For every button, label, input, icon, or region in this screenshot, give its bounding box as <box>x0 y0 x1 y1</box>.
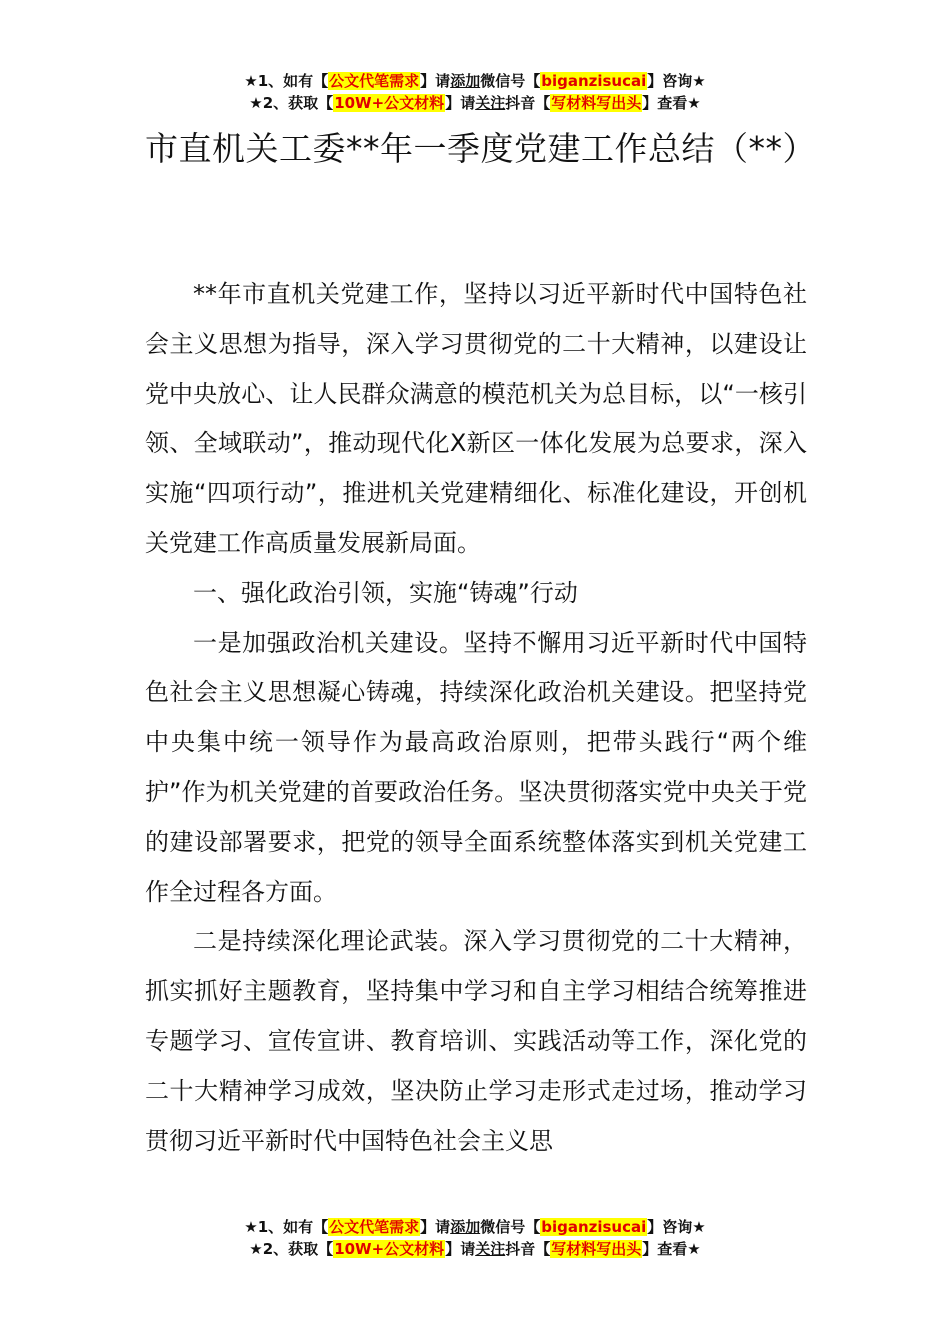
promo-text: 】咨询★ <box>647 1218 706 1236</box>
promo-text: 】请 <box>445 94 476 112</box>
promo-highlight: biganzisucai <box>541 1218 647 1236</box>
promo-text: 】请 <box>420 72 451 90</box>
promo-text: 抖音【 <box>505 1240 551 1258</box>
promo-highlight: 10W+公文材料 <box>334 94 445 112</box>
promo-text: 】查看★ <box>642 94 701 112</box>
promo-text: ★2、获取【 <box>249 94 334 112</box>
promo-text: 】查看★ <box>642 1240 701 1258</box>
promo-underline: 添加 <box>450 72 481 90</box>
document-title: 市直机关工委**年一季度党建工作总结（**） <box>145 129 816 168</box>
promo-text: 微信号【 <box>480 1218 541 1236</box>
promo-text: 微信号【 <box>480 72 541 90</box>
promo-text: 抖音【 <box>505 94 551 112</box>
promo-text: 】请 <box>420 1218 451 1236</box>
promo-text: ★2、获取【 <box>249 1240 334 1258</box>
promo-underline: 关注 <box>475 1240 506 1258</box>
promo-highlight: 公文代笔需求 <box>329 72 420 90</box>
promo-highlight: biganzisucai <box>541 72 647 90</box>
paragraph-intro: **年市直机关党建工作，坚持以习近平新时代中国特色社会主义思想为指导，深入学习贯彻党的二十大精神，以建设让党中央放心、让人民群众满意的模范机关为总目标，以“一核引领、全域联动”，推动现代化X新区一体化发展为总要求，深入实施“四项行动”，推进机关党建精细化、标准化建设，开创机关党建工作高质量发展新局面。 <box>145 280 807 557</box>
promo-text: ★1、如有【 <box>244 1218 329 1236</box>
paragraph-2: 二是持续深化理论武装。深入学习贯彻党的二十大精神，抓实抓好主题教育，坚持集中学习和自主学习相结合统筹推进专题学习、宣传宣讲、教育培训、实践活动等工作，深化党的二十大精神学习成效，坚决防止学习走形式走过场，推动学习贯彻习近平新时代中国特色社会主义思 <box>145 927 807 1155</box>
promo-banner-bottom <box>0 1216 950 1260</box>
promo-highlight: 写材料写出头 <box>551 94 642 112</box>
promo-highlight: 写材料写出头 <box>551 1240 642 1258</box>
promo-line-2 <box>0 1238 950 1260</box>
promo-line-1 <box>0 70 950 92</box>
paragraph-1: 一是加强政治机关建设。坚持不懈用习近平新时代中国特色社会主义思想凝心铸魂，持续深化政治机关建设。把坚持党中央集中统一领导作为最高政治原则，把带头践行“两个维护”作为机关党建的首要政治任务。坚决贯彻落实党中央关于党的建设部署要求，把党的领导全面系统整体落实到机关党建工作全过程各方面。 <box>145 628 807 906</box>
document-body <box>145 270 807 1166</box>
promo-text: ★1、如有【 <box>244 72 329 90</box>
promo-underline: 关注 <box>475 94 506 112</box>
section-heading: 一、强化政治引领，实施“铸魂”行动 <box>193 578 578 607</box>
promo-text: 】请 <box>445 1240 476 1258</box>
promo-underline: 添加 <box>450 1218 481 1236</box>
promo-banner-top <box>0 70 950 114</box>
promo-highlight: 公文代笔需求 <box>329 1218 420 1236</box>
promo-text: 】咨询★ <box>647 72 706 90</box>
promo-highlight: 10W+公文材料 <box>334 1240 445 1258</box>
promo-line-1 <box>0 1216 950 1238</box>
promo-line-2 <box>0 92 950 114</box>
